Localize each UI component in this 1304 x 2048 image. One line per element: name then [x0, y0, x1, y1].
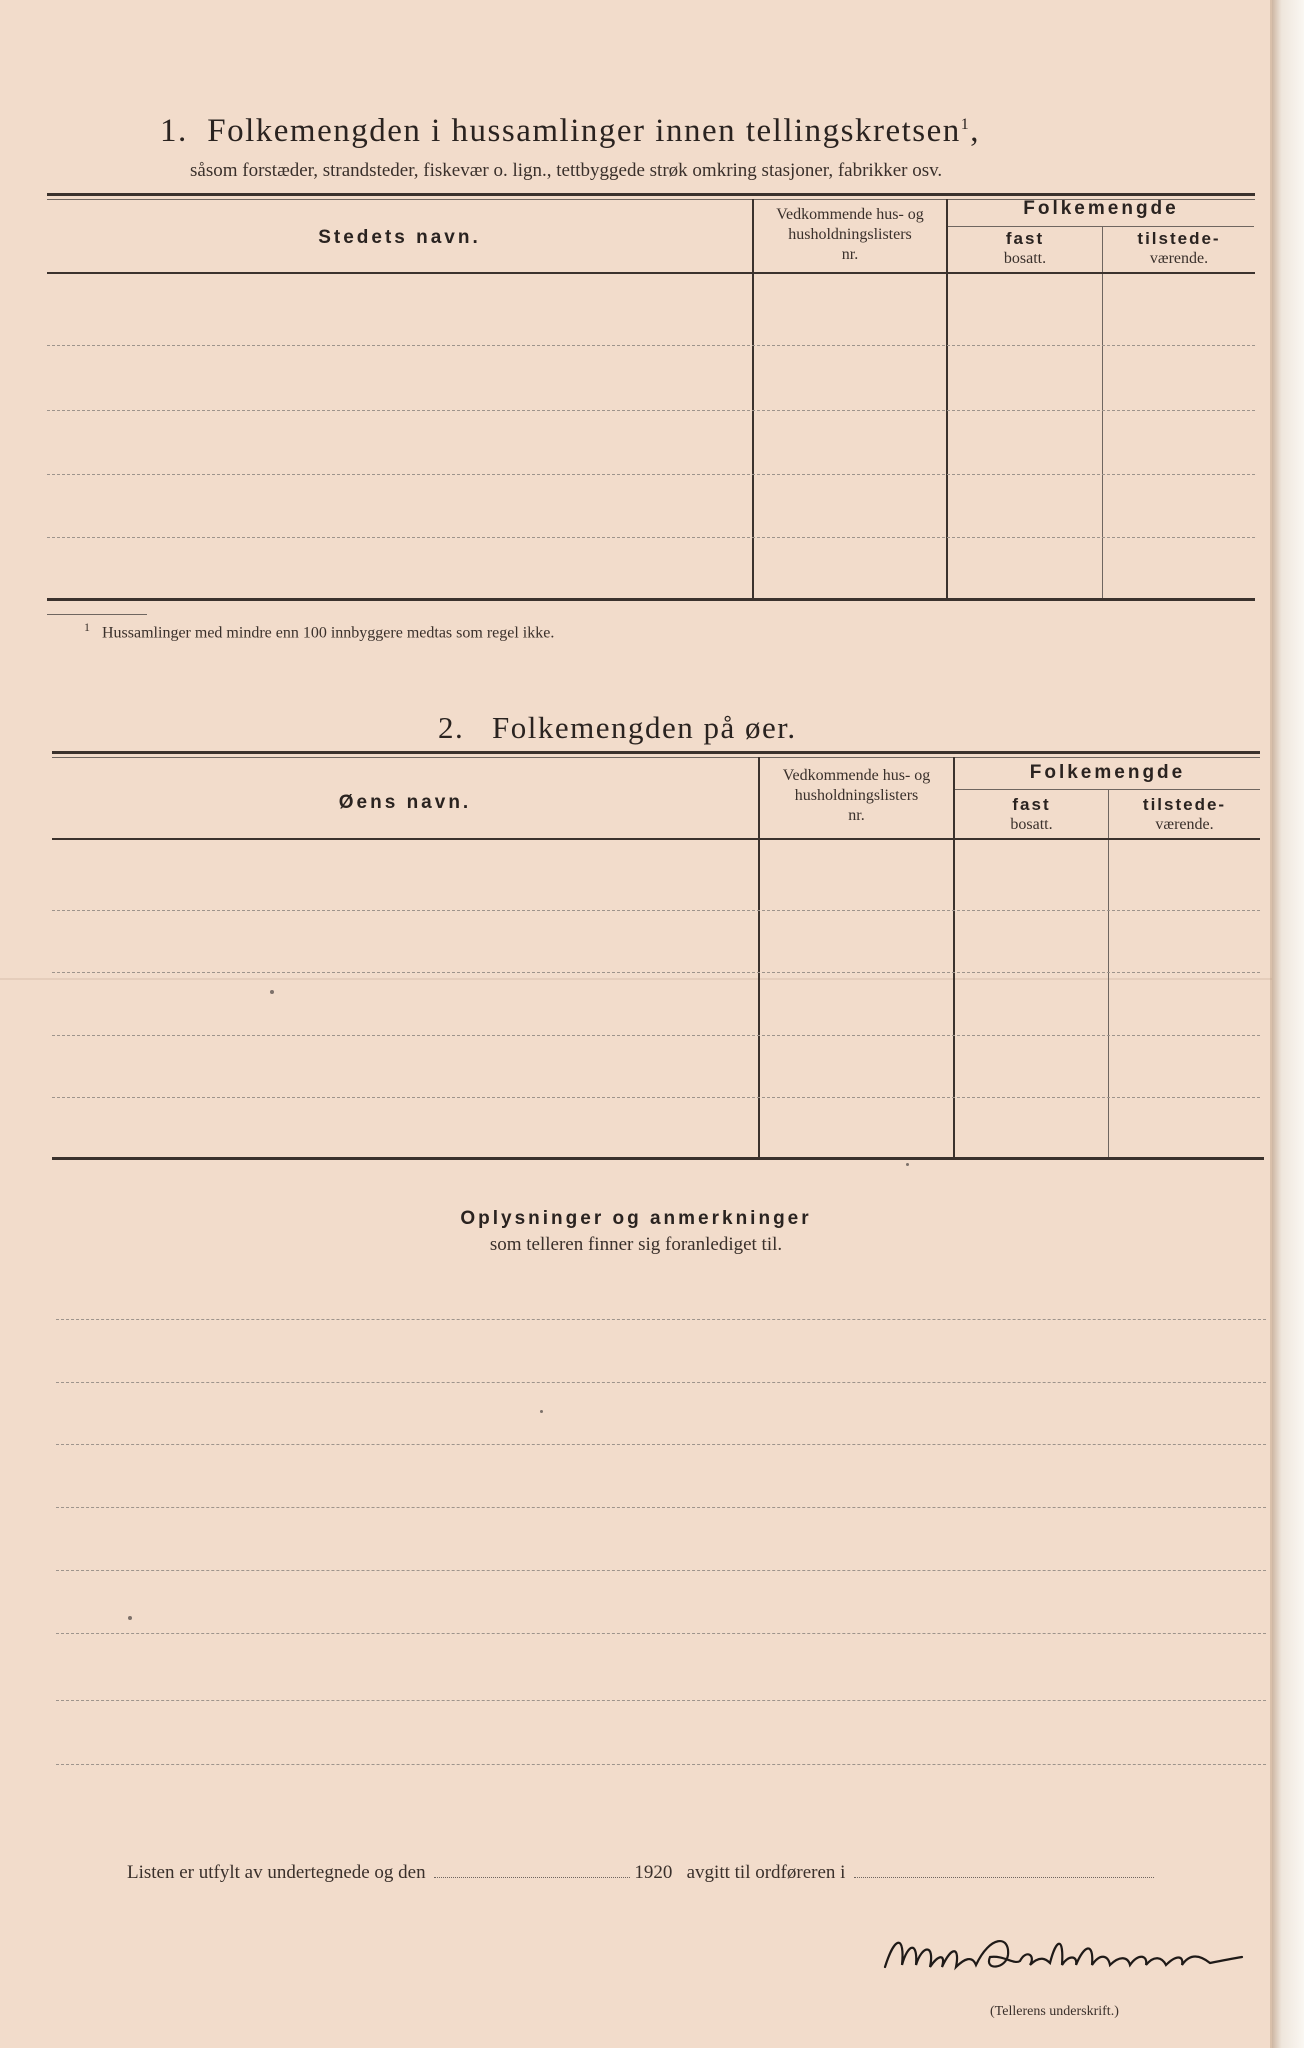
table2-header-tilstede	[1109, 795, 1260, 834]
table2-header-list-line1: Vedkommende hus- og	[782, 767, 931, 784]
section1-heading	[160, 113, 1160, 150]
notes-line	[56, 1764, 1266, 1765]
completion-text-b: avgitt til ordføreren i	[686, 1862, 846, 1883]
table2-row-line	[52, 910, 1260, 911]
table2-row-line	[52, 972, 1260, 973]
footnote-text: Hussamlinger med mindre enn 100 innbyggere medtas som regel ikke.	[102, 624, 555, 642]
table2-header-tilstede-2: værende.	[1155, 816, 1214, 833]
paper-speck	[128, 1616, 132, 1620]
table1-top-rule	[47, 193, 1255, 196]
completion-statement	[127, 1862, 1154, 1884]
table1-header-list-line1: Vedkommende hus- og	[776, 206, 924, 223]
table2-header-list	[760, 766, 953, 826]
table1-header-list-line2: husholdningslisters	[788, 226, 912, 243]
table1-header-tilstede-2: værende.	[1149, 250, 1209, 267]
paper-speck	[270, 990, 274, 994]
handwritten-signature	[880, 1925, 1280, 1985]
table2-row-line	[52, 1097, 1260, 1098]
notes-line	[56, 1700, 1266, 1701]
section1-title: Folkemengden i hussamlinger innen tellingskretsen	[207, 113, 961, 149]
section1-number: 1.	[160, 113, 188, 149]
table2-header-list-line3: nr.	[848, 807, 865, 824]
section2-title: Folkemengden på øer.	[492, 710, 797, 745]
section1-title-end: ,	[970, 113, 981, 149]
footnote-rule	[47, 614, 147, 615]
notes-title: Oplysninger og anmerkninger	[460, 1208, 812, 1229]
completion-text-a: Listen er utfylt av undertegnede og den	[127, 1862, 426, 1883]
table2-folk-rule	[955, 789, 1260, 790]
notes-subtitle: som telleren finner sig foranlediget til.	[489, 1234, 783, 1255]
table2-header-tilstede-1: tilstede-	[1142, 795, 1227, 814]
date-field[interactable]	[434, 1877, 630, 1878]
table1-col-sep-3	[1102, 227, 1103, 599]
table2-header-rule	[52, 838, 1260, 840]
signature-caption: (Tellerens underskrift.)	[990, 2004, 1119, 2019]
notes-line	[56, 1444, 1266, 1445]
paper-speck	[540, 1410, 543, 1413]
section1-subtitle: såsom forstæder, strandsteder, fiskevær o. lign., tettbyggede strøk omkring stasjoner, fabrikker osv.	[190, 160, 943, 181]
table2-top-rule	[52, 751, 1260, 754]
table2-header-list-line2: husholdningslisters	[794, 787, 919, 804]
table2-col-sep-3	[1108, 790, 1109, 1157]
section2-number: 2.	[438, 710, 465, 745]
table1-row-line	[47, 537, 1255, 538]
table2-header-name: Øens navn.	[338, 792, 472, 813]
table1-header-rule	[47, 272, 1255, 274]
table1-row-line	[47, 345, 1255, 346]
table1-header-tilstede-1: tilstede-	[1137, 229, 1221, 248]
year-text: 1920	[634, 1862, 673, 1883]
paper-fold	[0, 978, 1272, 980]
table1-header-name: Stedets navn.	[318, 227, 481, 248]
table2-row-line	[52, 1035, 1260, 1036]
table1-header-folkemengde: Folkemengde	[1023, 198, 1179, 219]
table1-header-list	[754, 205, 946, 265]
section1-footnote	[84, 620, 554, 642]
notes-line	[56, 1382, 1266, 1383]
notes-line	[56, 1319, 1266, 1320]
section2-heading	[438, 710, 1038, 746]
section1-title-mark: 1	[960, 116, 971, 133]
table1-header-fast-2: bosatt.	[1003, 250, 1047, 267]
notes-line	[56, 1507, 1266, 1508]
notes-line	[56, 1570, 1266, 1571]
table1-header-list-line3: nr.	[841, 246, 859, 263]
paper-edge	[1272, 0, 1304, 2048]
table1-row-line	[47, 410, 1255, 411]
table1-header-fast-1: fast	[1005, 229, 1045, 248]
table1-header-fast	[948, 229, 1102, 268]
table1-folk-rule	[948, 226, 1254, 227]
table2-header-fast-2: bosatt.	[1010, 816, 1053, 833]
notes-line	[56, 1633, 1266, 1634]
table2-top-rule-inner	[52, 757, 1260, 758]
paper-speck	[906, 1163, 909, 1166]
table2-bottom-rule	[52, 1157, 1264, 1160]
table1-row-line	[47, 474, 1255, 475]
table2-header-folkemengde: Folkemengde	[1029, 762, 1186, 783]
table2-header-fast	[955, 795, 1108, 834]
footnote-mark: 1	[84, 620, 90, 634]
table2-header-fast-1: fast	[1012, 795, 1051, 814]
municipality-field[interactable]	[854, 1877, 1154, 1878]
table1-header-tilstede	[1103, 229, 1255, 268]
table1-bottom-rule	[47, 598, 1255, 601]
